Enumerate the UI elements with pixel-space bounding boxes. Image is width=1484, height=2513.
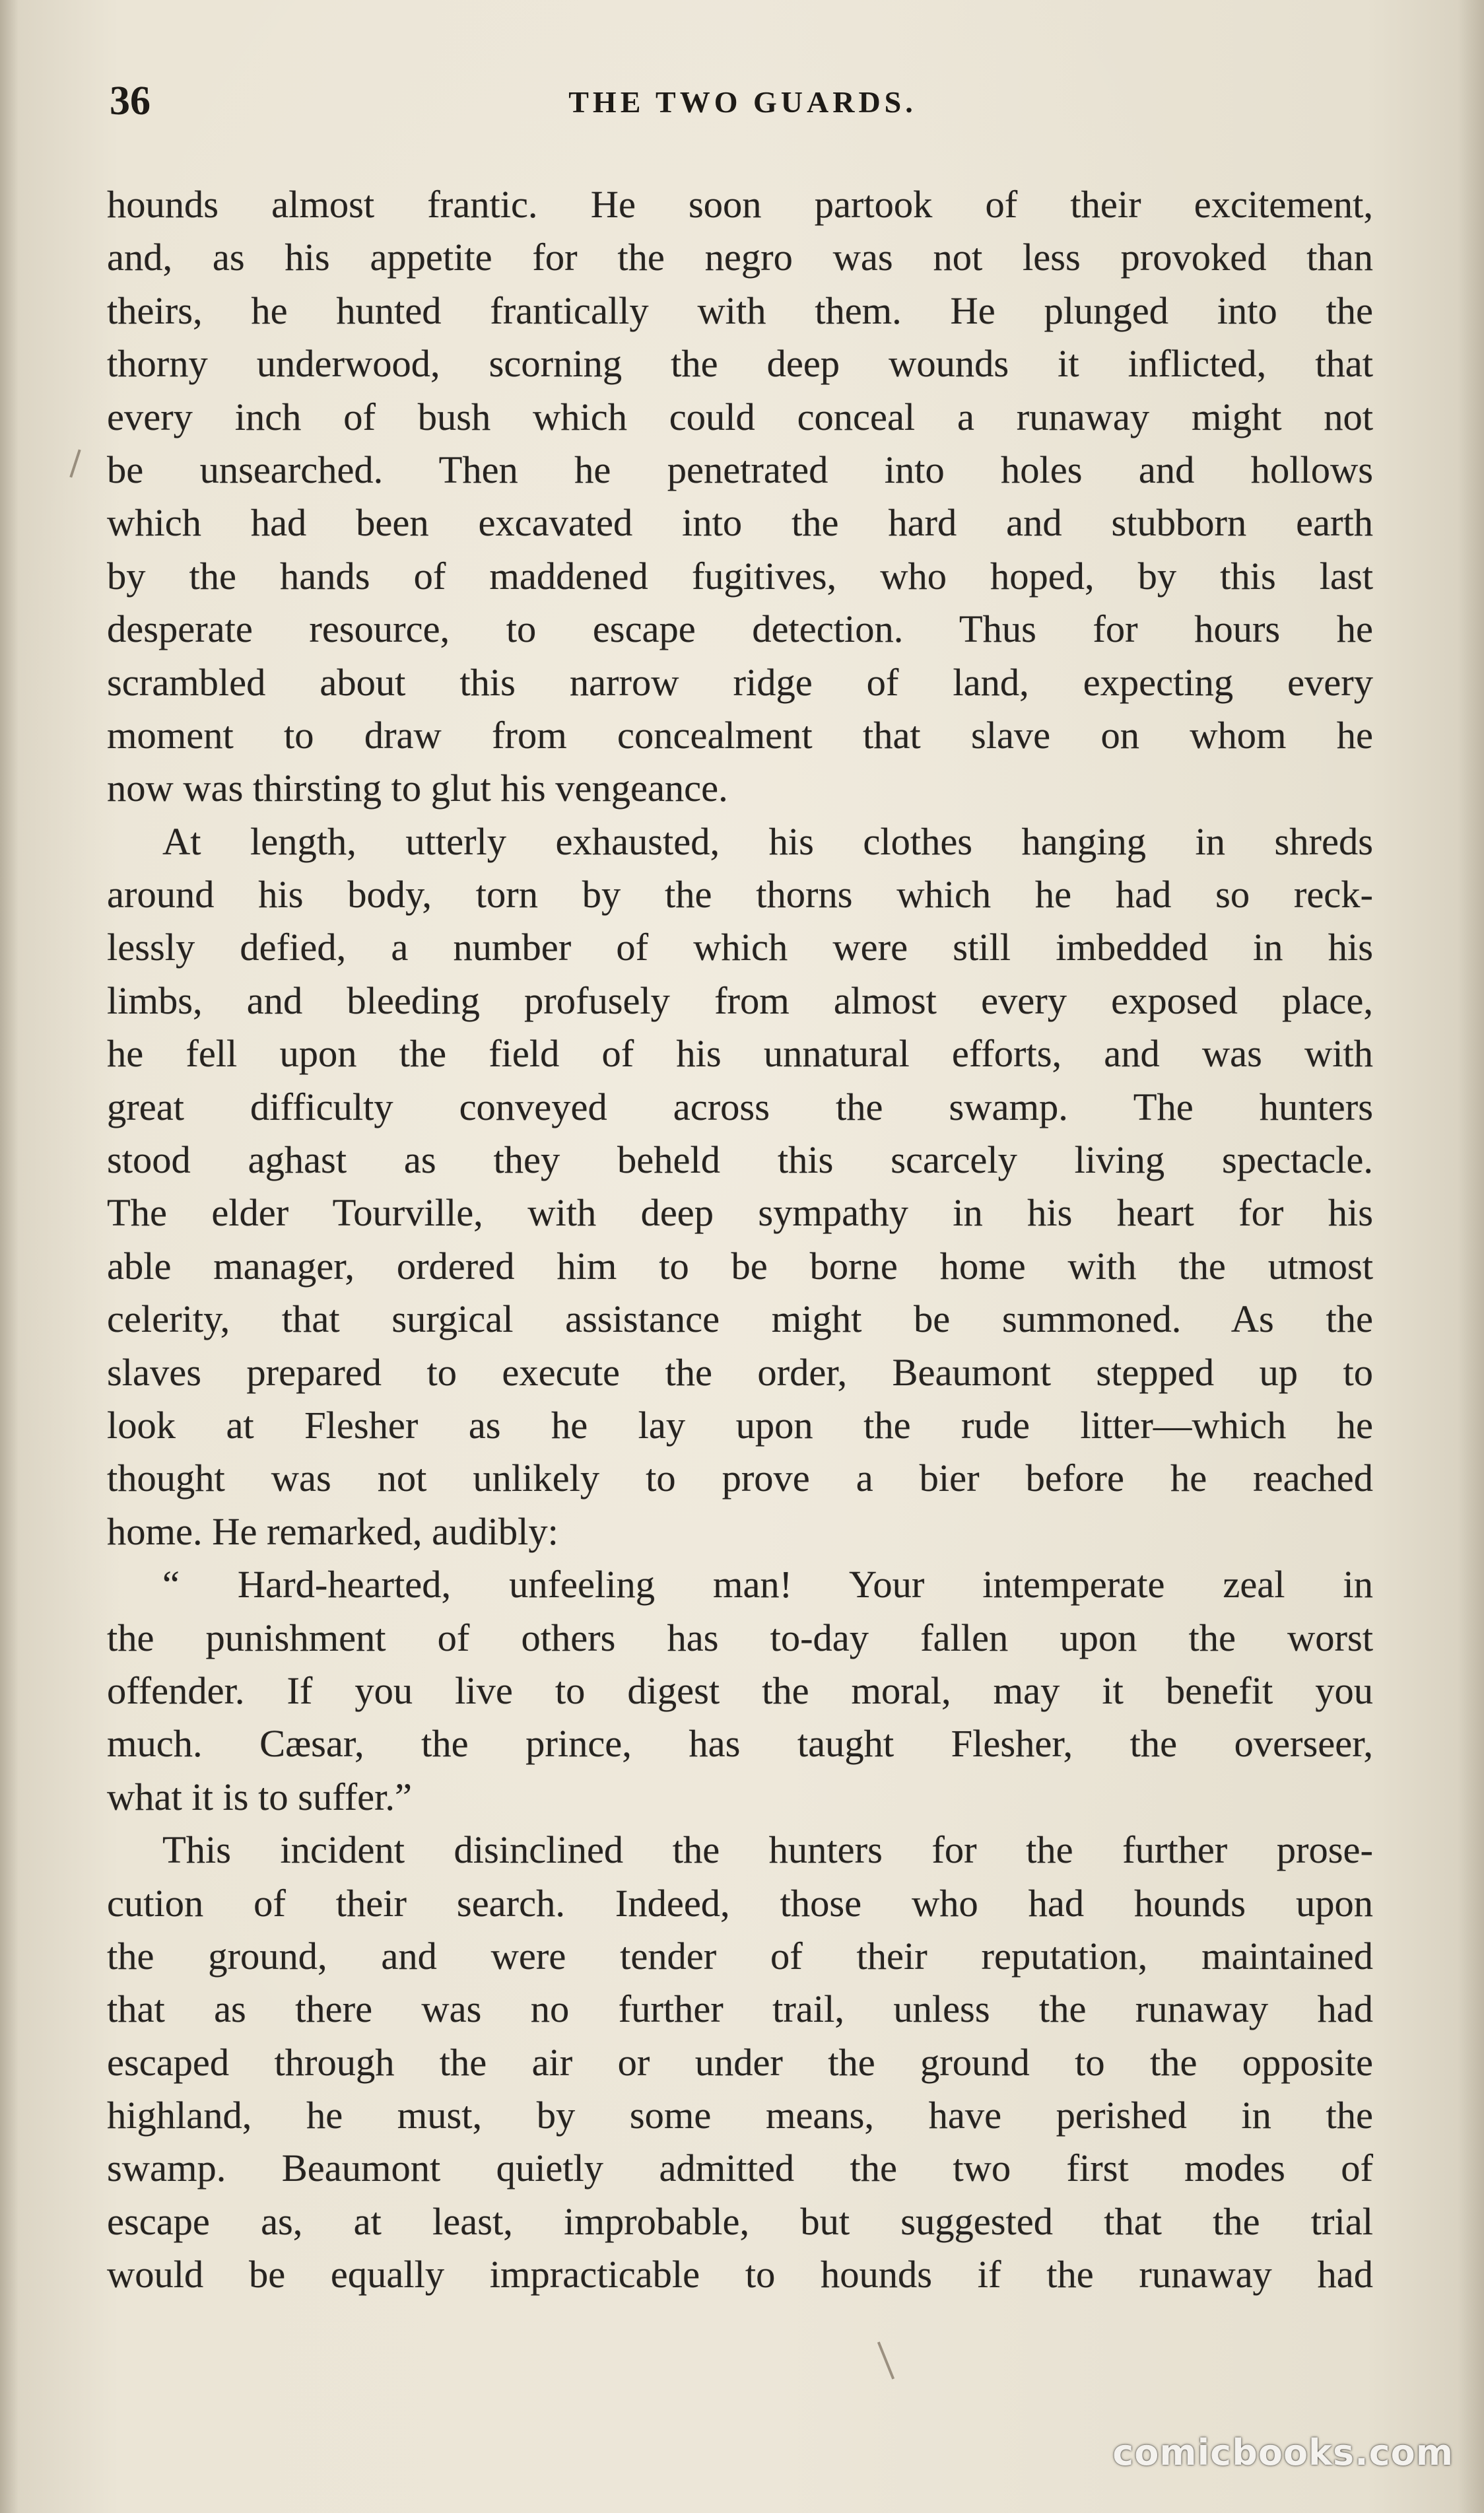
- paragraph: [107, 1824, 1373, 2302]
- text-line: stood aghast as they beheld this scarcely living spectacle.: [107, 1138, 1373, 1182]
- text-line: much. Cæsar, the prince, has taught Flesher, the overseer,: [107, 1722, 1373, 1766]
- pencil-mark: [877, 2341, 894, 2379]
- text-line: theirs, he hunted frantically with them. He plunged into the: [107, 289, 1373, 332]
- text-line: swamp. Beaumont quietly admitted the two first modes of: [107, 2147, 1373, 2190]
- watermark: comicbooks.com: [1112, 2432, 1454, 2473]
- text-line: highland, he must, by some means, have perished in the: [107, 2094, 1373, 2137]
- text-line: slaves prepared to execute the order, Beaumont stepped up to: [107, 1350, 1373, 1394]
- page-edge-shadow-right: [1458, 0, 1484, 2513]
- body-text: [107, 178, 1373, 2302]
- text-line: scrambled about this narrow ridge of land, expecting every: [107, 660, 1373, 704]
- text-line: escaped through the air or under the ground to the opposite: [107, 2040, 1373, 2084]
- text-line: home. He remarked, audibly:: [107, 1509, 558, 1553]
- text-line: offender. If you live to digest the moral, may it benefit you: [107, 1669, 1373, 1712]
- running-title: THE TWO GUARDS.: [568, 85, 917, 119]
- text-line: would be equally impracticable to hounds if the runaway had: [107, 2253, 1373, 2296]
- text-line: “ Hard-hearted, unfeeling man! Your intemperate zeal in: [162, 1563, 1373, 1606]
- text-line: every inch of bush which could conceal a runaway might not: [107, 395, 1373, 438]
- text-line: thought was not unlikely to prove a bier before he reached: [107, 1457, 1373, 1500]
- text-line: desperate resource, to escape detection. Thus for hours he: [107, 607, 1373, 651]
- text-line: moment to draw from concealment that slave on whom he: [107, 713, 1373, 757]
- text-line: the punishment of others has to-day fallen upon the worst: [107, 1616, 1373, 1659]
- text-line: The elder Tourville, with deep sympathy in his heart for his: [107, 1191, 1373, 1235]
- text-line: limbs, and bleeding profusely from almost every exposed place,: [107, 979, 1373, 1022]
- text-line: the ground, and were tender of their reputation, maintained: [107, 1934, 1373, 1978]
- text-line: At length, utterly exhausted, his clothes hanging in shreds: [162, 819, 1373, 863]
- text-line: look at Flesher as he lay upon the rude litter—which he: [107, 1403, 1373, 1447]
- running-head: [106, 78, 1380, 131]
- text-line: celerity, that surgical assistance might be summoned. As the: [107, 1297, 1373, 1341]
- paragraph: [107, 815, 1373, 1558]
- paragraph: [107, 1558, 1373, 1824]
- text-line: around his body, torn by the thorns which he had so reck-: [107, 873, 1373, 916]
- text-line: able manager, ordered him to be borne home with the utmost: [107, 1244, 1373, 1288]
- text-line: hounds almost frantic. He soon partook of their excitement,: [107, 183, 1373, 226]
- text-line: escape as, at least, improbable, but suggested that the trial: [107, 2199, 1373, 2243]
- text-line: be unsearched. Then he penetrated into holes and hollows: [107, 448, 1373, 491]
- paragraph: [107, 178, 1373, 815]
- text-line: by the hands of maddened fugitives, who hoped, by this last: [107, 554, 1373, 598]
- text-line: and, as his appetite for the negro was not less provoked than: [107, 236, 1373, 279]
- text-line: he fell upon the field of his unnatural efforts, and was with: [107, 1032, 1373, 1076]
- text-line: great difficulty conveyed across the swamp. The hunters: [107, 1085, 1373, 1128]
- text-line: lessly defied, a number of which were still imbedded in his: [107, 926, 1373, 969]
- page-edge-shadow-left: [0, 0, 18, 2513]
- text-line: that as there was no further trail, unless the runaway had: [107, 1987, 1373, 2031]
- page-number: 36: [110, 79, 151, 123]
- pencil-mark: [69, 449, 81, 477]
- text-line: thorny underwood, scorning the deep wounds it inflicted, that: [107, 342, 1373, 386]
- text-line: cution of their search. Indeed, those who had hounds upon: [107, 1881, 1373, 1925]
- text-line: now was thirsting to glut his vengeance.: [107, 767, 728, 810]
- text-line: what it is to suffer.”: [107, 1775, 412, 1818]
- text-line: This incident disinclined the hunters for the further prose-: [162, 1828, 1373, 1872]
- text-line: which had been excavated into the hard and stubborn earth: [107, 501, 1373, 545]
